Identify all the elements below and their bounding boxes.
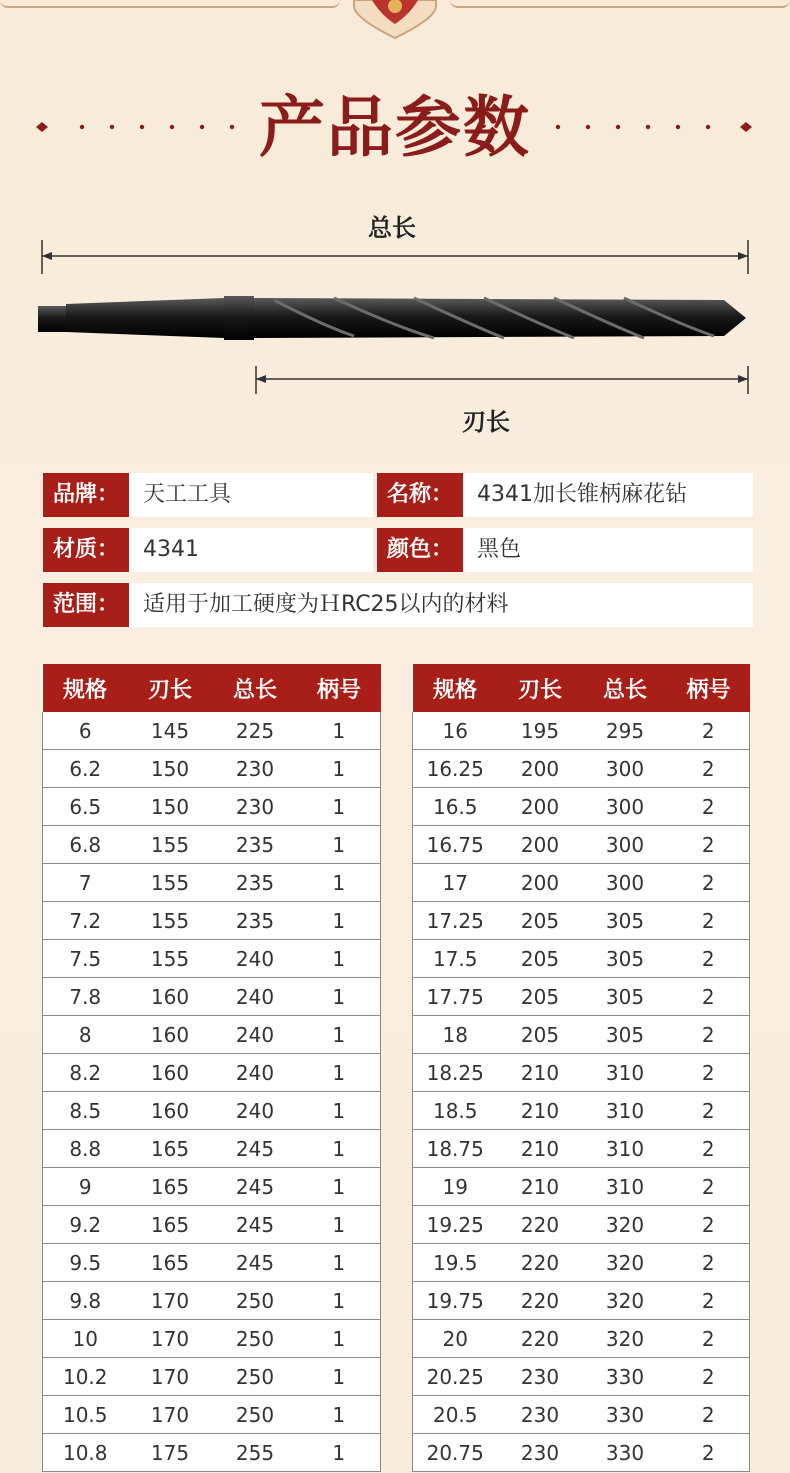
table-cell: 2 <box>668 1320 750 1358</box>
table-cell: 1 <box>298 1168 381 1206</box>
table-cell: 1 <box>298 1130 381 1168</box>
table-cell: 205 <box>498 978 583 1016</box>
table-row <box>413 1358 750 1396</box>
table-row <box>413 978 750 1016</box>
column-header: 总长 <box>213 664 298 712</box>
table-row <box>43 1130 381 1168</box>
table-cell: 235 <box>213 864 298 902</box>
table-cell: 18.5 <box>413 1092 498 1130</box>
spec-value: 天工工具 <box>129 473 373 517</box>
table-cell: 9 <box>43 1168 128 1206</box>
table-cell: 230 <box>498 1434 583 1472</box>
table-cell: 200 <box>498 788 583 826</box>
table-cell: 210 <box>498 1092 583 1130</box>
spec-material <box>43 528 373 572</box>
table-cell: 6 <box>43 712 128 750</box>
table-cell: 160 <box>128 1054 213 1092</box>
table-cell: 20 <box>413 1320 498 1358</box>
table-cell: 205 <box>498 1016 583 1054</box>
top-band-right-line <box>450 0 790 8</box>
table-cell: 7 <box>43 864 128 902</box>
table-row <box>43 1396 381 1434</box>
table-cell: 1 <box>298 1320 381 1358</box>
table-row <box>43 1054 381 1092</box>
table-row <box>413 1320 750 1358</box>
table-row <box>413 750 750 788</box>
table-cell: 245 <box>213 1168 298 1206</box>
table-cell: 2 <box>668 712 750 750</box>
table-row <box>43 1358 381 1396</box>
table-cell: 17.5 <box>413 940 498 978</box>
size-table-right <box>412 664 750 1472</box>
table-cell: 295 <box>583 712 668 750</box>
table-cell: 200 <box>498 750 583 788</box>
table-cell: 1 <box>298 1396 381 1434</box>
table-row <box>43 978 381 1016</box>
table-cell: 2 <box>668 1130 750 1168</box>
table-cell: 320 <box>583 1206 668 1244</box>
table-row <box>413 1016 750 1054</box>
table-cell: 230 <box>213 750 298 788</box>
top-band-left-line <box>0 0 340 8</box>
table-cell: 330 <box>583 1434 668 1472</box>
spec-key: 名称： <box>377 473 463 517</box>
table-cell: 305 <box>583 940 668 978</box>
table-cell: 220 <box>498 1320 583 1358</box>
table-cell: 8.2 <box>43 1054 128 1092</box>
table-cell: 16 <box>413 712 498 750</box>
table-row <box>43 864 381 902</box>
table-cell: 2 <box>668 940 750 978</box>
table-cell: 170 <box>128 1358 213 1396</box>
table-row <box>43 1168 381 1206</box>
table-row <box>43 1016 381 1054</box>
table-cell: 330 <box>583 1396 668 1434</box>
drill-bit-illustration <box>34 286 754 350</box>
table-row <box>413 902 750 940</box>
spec-key: 范围： <box>43 583 129 627</box>
table-cell: 310 <box>583 1130 668 1168</box>
table-cell: 18 <box>413 1016 498 1054</box>
table-row <box>413 1206 750 1244</box>
table-cell: 210 <box>498 1054 583 1092</box>
table-cell: 165 <box>128 1168 213 1206</box>
table-cell: 300 <box>583 750 668 788</box>
table-cell: 8.5 <box>43 1092 128 1130</box>
table-cell: 240 <box>213 1092 298 1130</box>
table-cell: 8 <box>43 1016 128 1054</box>
table-cell: 20.5 <box>413 1396 498 1434</box>
table-cell: 19.75 <box>413 1282 498 1320</box>
column-header: 柄号 <box>668 664 750 712</box>
spec-key: 颜色： <box>377 528 463 572</box>
table-cell: 20.25 <box>413 1358 498 1396</box>
table-cell: 9.5 <box>43 1244 128 1282</box>
table-row <box>413 826 750 864</box>
total-length-label: 总长 <box>368 214 416 242</box>
table-row <box>413 1282 750 1320</box>
table-cell: 250 <box>213 1320 298 1358</box>
table-cell: 1 <box>298 1016 381 1054</box>
table-cell: 145 <box>128 712 213 750</box>
table-cell: 150 <box>128 750 213 788</box>
table-cell: 165 <box>128 1206 213 1244</box>
table-cell: 2 <box>668 1168 750 1206</box>
table-cell: 19.5 <box>413 1244 498 1282</box>
table-cell: 2 <box>668 864 750 902</box>
table-cell: 250 <box>213 1396 298 1434</box>
table-cell: 2 <box>668 1396 750 1434</box>
table-cell: 240 <box>213 940 298 978</box>
table-cell: 200 <box>498 864 583 902</box>
column-header: 柄号 <box>298 664 381 712</box>
table-row <box>413 1054 750 1092</box>
table-cell: 1 <box>298 712 381 750</box>
table-cell: 1 <box>298 1358 381 1396</box>
table-row <box>43 1282 381 1320</box>
table-row <box>43 1092 381 1130</box>
table-cell: 16.25 <box>413 750 498 788</box>
table-cell: 305 <box>583 902 668 940</box>
table-cell: 2 <box>668 788 750 826</box>
table-cell: 305 <box>583 1016 668 1054</box>
table-cell: 240 <box>213 1016 298 1054</box>
table-cell: 9.8 <box>43 1282 128 1320</box>
table-cell: 1 <box>298 1054 381 1092</box>
table-cell: 220 <box>498 1206 583 1244</box>
column-header: 规格 <box>43 664 128 712</box>
table-cell: 19 <box>413 1168 498 1206</box>
table-cell: 2 <box>668 750 750 788</box>
table-row <box>43 712 381 750</box>
table-row <box>413 940 750 978</box>
table-cell: 7.2 <box>43 902 128 940</box>
table-cell: 17.75 <box>413 978 498 1016</box>
table-cell: 220 <box>498 1282 583 1320</box>
table-cell: 210 <box>498 1168 583 1206</box>
table-cell: 155 <box>128 902 213 940</box>
table-cell: 6.5 <box>43 788 128 826</box>
table-cell: 170 <box>128 1282 213 1320</box>
table-cell: 205 <box>498 902 583 940</box>
table-cell: 300 <box>583 788 668 826</box>
table-cell: 250 <box>213 1282 298 1320</box>
table-row <box>43 750 381 788</box>
table-cell: 17 <box>413 864 498 902</box>
table-row <box>43 1244 381 1282</box>
table-cell: 225 <box>213 712 298 750</box>
table-cell: 195 <box>498 712 583 750</box>
column-header: 规格 <box>413 664 498 712</box>
table-cell: 1 <box>298 826 381 864</box>
table-cell: 240 <box>213 1054 298 1092</box>
table-row <box>413 1168 750 1206</box>
spec-brand <box>43 473 373 517</box>
table-header-row <box>43 664 381 712</box>
table-cell: 245 <box>213 1244 298 1282</box>
table-cell: 17.25 <box>413 902 498 940</box>
table-cell: 1 <box>298 1206 381 1244</box>
table-cell: 1 <box>298 940 381 978</box>
table-cell: 160 <box>128 1092 213 1130</box>
table-row <box>413 788 750 826</box>
table-header-row <box>413 664 750 712</box>
table-cell: 220 <box>498 1244 583 1282</box>
table-cell: 230 <box>498 1358 583 1396</box>
table-cell: 170 <box>128 1396 213 1434</box>
column-header: 总长 <box>583 664 668 712</box>
table-cell: 9.2 <box>43 1206 128 1244</box>
table-cell: 320 <box>583 1282 668 1320</box>
table-row <box>413 1130 750 1168</box>
table-cell: 300 <box>583 864 668 902</box>
table-row <box>413 1244 750 1282</box>
table-cell: 2 <box>668 1282 750 1320</box>
spec-name <box>377 473 753 517</box>
table-cell: 2 <box>668 1054 750 1092</box>
table-cell: 245 <box>213 1130 298 1168</box>
table-cell: 205 <box>498 940 583 978</box>
table-cell: 7.5 <box>43 940 128 978</box>
spec-key: 品牌： <box>43 473 129 517</box>
spec-value: 4341加长锥柄麻花钻 <box>463 473 753 517</box>
spec-value: 黑色 <box>463 528 753 572</box>
table-cell: 165 <box>128 1130 213 1168</box>
table-cell: 1 <box>298 788 381 826</box>
table-row <box>413 1434 750 1472</box>
table-cell: 18.25 <box>413 1054 498 1092</box>
table-cell: 300 <box>583 826 668 864</box>
table-cell: 7.8 <box>43 978 128 1016</box>
gear-badge-icon <box>350 0 440 40</box>
table-cell: 1 <box>298 1434 381 1472</box>
table-cell: 305 <box>583 978 668 1016</box>
spec-color <box>377 528 753 572</box>
table-row <box>43 1206 381 1244</box>
table-cell: 8.8 <box>43 1130 128 1168</box>
table-cell: 1 <box>298 1282 381 1320</box>
table-cell: 320 <box>583 1244 668 1282</box>
table-cell: 1 <box>298 750 381 788</box>
table-cell: 230 <box>213 788 298 826</box>
table-cell: 155 <box>128 864 213 902</box>
table-cell: 330 <box>583 1358 668 1396</box>
page-title: 产品参数 <box>259 88 531 166</box>
spec-key: 材质： <box>43 528 129 572</box>
blade-length-label: 刃长 <box>462 408 510 436</box>
table-cell: 2 <box>668 1358 750 1396</box>
table-cell: 245 <box>213 1206 298 1244</box>
table-cell: 10.8 <box>43 1434 128 1472</box>
table-cell: 250 <box>213 1358 298 1396</box>
table-cell: 6.2 <box>43 750 128 788</box>
table-cell: 170 <box>128 1320 213 1358</box>
table-cell: 2 <box>668 1092 750 1130</box>
table-cell: 1 <box>298 902 381 940</box>
table-row <box>43 902 381 940</box>
table-cell: 10.2 <box>43 1358 128 1396</box>
table-cell: 230 <box>498 1396 583 1434</box>
table-cell: 2 <box>668 902 750 940</box>
size-table-left <box>42 664 381 1472</box>
column-header: 刃长 <box>128 664 213 712</box>
table-cell: 165 <box>128 1244 213 1282</box>
table-cell: 1 <box>298 1092 381 1130</box>
table-row <box>43 788 381 826</box>
table-cell: 16.5 <box>413 788 498 826</box>
table-cell: 200 <box>498 826 583 864</box>
table-row <box>413 1396 750 1434</box>
table-cell: 240 <box>213 978 298 1016</box>
table-cell: 150 <box>128 788 213 826</box>
table-cell: 310 <box>583 1054 668 1092</box>
table-cell: 20.75 <box>413 1434 498 1472</box>
table-cell: 155 <box>128 826 213 864</box>
table-cell: 2 <box>668 978 750 1016</box>
table-cell: 19.25 <box>413 1206 498 1244</box>
table-cell: 160 <box>128 978 213 1016</box>
table-cell: 6.8 <box>43 826 128 864</box>
table-cell: 310 <box>583 1168 668 1206</box>
table-cell: 235 <box>213 902 298 940</box>
table-cell: 155 <box>128 940 213 978</box>
table-cell: 2 <box>668 1434 750 1472</box>
table-row <box>43 940 381 978</box>
table-cell: 235 <box>213 826 298 864</box>
spec-value: 4341 <box>129 528 373 572</box>
table-cell: 320 <box>583 1320 668 1358</box>
table-row <box>43 1320 381 1358</box>
column-header: 刃长 <box>498 664 583 712</box>
table-cell: 2 <box>668 1016 750 1054</box>
total-length-arrow <box>38 240 752 274</box>
table-cell: 310 <box>583 1092 668 1130</box>
table-cell: 1 <box>298 978 381 1016</box>
heading-right-dots <box>536 122 756 132</box>
section-heading <box>0 82 790 172</box>
table-cell: 255 <box>213 1434 298 1472</box>
table-cell: 18.75 <box>413 1130 498 1168</box>
table-cell: 10 <box>43 1320 128 1358</box>
table-cell: 2 <box>668 826 750 864</box>
table-row <box>43 1434 381 1472</box>
table-cell: 16.75 <box>413 826 498 864</box>
table-cell: 175 <box>128 1434 213 1472</box>
blade-length-arrow <box>252 366 752 394</box>
table-cell: 2 <box>668 1206 750 1244</box>
table-row <box>413 1092 750 1130</box>
spec-value: 适用于加工硬度为ＨRC25以内的材料 <box>129 583 753 627</box>
table-cell: 210 <box>498 1130 583 1168</box>
table-cell: 2 <box>668 1244 750 1282</box>
table-cell: 160 <box>128 1016 213 1054</box>
table-row <box>413 712 750 750</box>
table-cell: 1 <box>298 864 381 902</box>
spec-range <box>43 583 753 627</box>
table-row <box>43 826 381 864</box>
table-row <box>413 864 750 902</box>
table-cell: 1 <box>298 1244 381 1282</box>
table-cell: 10.5 <box>43 1396 128 1434</box>
